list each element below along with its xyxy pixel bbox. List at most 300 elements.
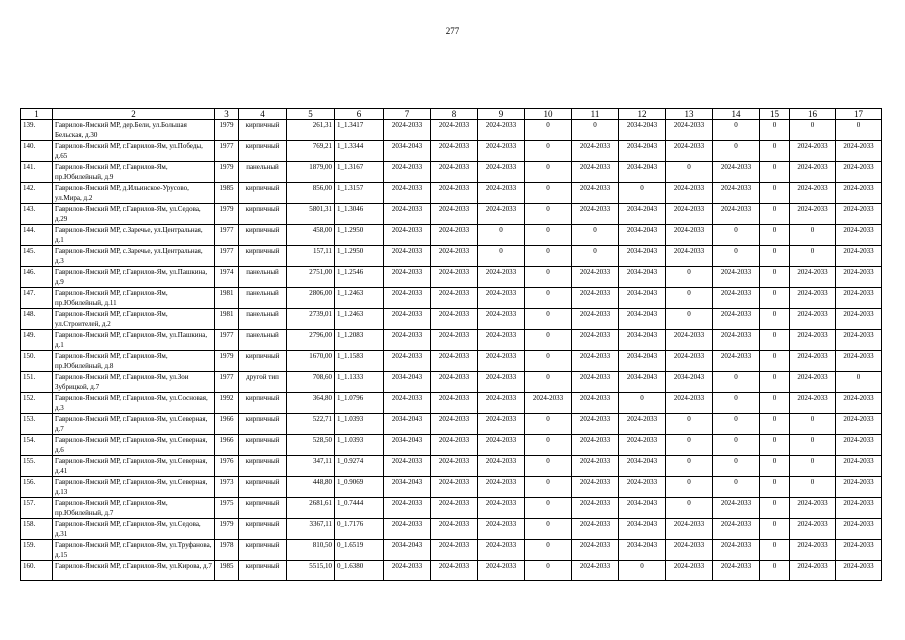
rating-code-cell: 1_1.2950 xyxy=(335,225,384,246)
period-col-13-cell: 0 xyxy=(666,162,713,183)
period-col-9-cell: 0 xyxy=(478,225,525,246)
wall-material-cell: панельный xyxy=(239,162,287,183)
period-col-17-cell: 2024-2033 xyxy=(836,435,882,456)
address-cell: Гаврилов-Ямский МР, г.Гаврилов-Ям, ул.Седова, д.29 xyxy=(53,204,215,225)
period-col-13-cell: 0 xyxy=(666,267,713,288)
period-col-15-cell: 0 xyxy=(760,351,790,372)
period-col-17-cell: 2024-2033 xyxy=(836,330,882,351)
address-cell: Гаврилов-Ямский МР, г.Гаврилов-Ям, ул.Строителей, д.2 xyxy=(53,309,215,330)
table-row xyxy=(21,225,882,246)
row-number-cell: 140. xyxy=(21,141,53,162)
period-col-17-cell: 2024-2033 xyxy=(836,561,882,581)
table-row xyxy=(21,456,882,477)
area-cell: 810,50 xyxy=(287,540,335,561)
wall-material-cell: кирпичный xyxy=(239,351,287,372)
year-built-cell: 1966 xyxy=(215,435,239,456)
wall-material-cell: панельный xyxy=(239,309,287,330)
period-col-13-cell: 2024-2033 xyxy=(666,183,713,204)
wall-material-cell: кирпичный xyxy=(239,456,287,477)
period-col-9-cell: 2024-2033 xyxy=(478,183,525,204)
period-col-10-cell: 0 xyxy=(525,288,572,309)
period-col-7-cell: 2034-2043 xyxy=(384,435,431,456)
period-col-11-cell: 2024-2033 xyxy=(572,309,619,330)
address-cell: Гаврилов-Ямский МР, г.Гаврилов-Ям, ул.Труфанова, д.15 xyxy=(53,540,215,561)
column-number-8: 8 xyxy=(431,109,478,120)
wall-material-cell: кирпичный xyxy=(239,477,287,498)
period-col-10-cell: 0 xyxy=(525,246,572,267)
period-col-14-cell: 0 xyxy=(713,141,760,162)
area-cell: 157,11 xyxy=(287,246,335,267)
period-col-17-cell: 2024-2033 xyxy=(836,267,882,288)
period-col-15-cell: 0 xyxy=(760,498,790,519)
period-col-7-cell: 2024-2033 xyxy=(384,267,431,288)
period-col-7-cell: 2034-2043 xyxy=(384,141,431,162)
rating-code-cell: 1_1.2950 xyxy=(335,246,384,267)
period-col-8-cell: 2024-2033 xyxy=(431,204,478,225)
period-col-15-cell: 0 xyxy=(760,162,790,183)
period-col-15-cell: 0 xyxy=(760,414,790,435)
period-col-11-cell: 2024-2033 xyxy=(572,141,619,162)
period-col-10-cell: 0 xyxy=(525,435,572,456)
wall-material-cell: кирпичный xyxy=(239,519,287,540)
period-col-10-cell: 0 xyxy=(525,183,572,204)
year-built-cell: 1978 xyxy=(215,540,239,561)
wall-material-cell: кирпичный xyxy=(239,435,287,456)
period-col-9-cell: 2024-2033 xyxy=(478,372,525,393)
period-col-16-cell: 2024-2033 xyxy=(790,183,836,204)
period-col-14-cell: 2024-2033 xyxy=(713,519,760,540)
period-col-17-cell: 2024-2033 xyxy=(836,477,882,498)
period-col-7-cell: 2024-2033 xyxy=(384,393,431,414)
area-cell: 856,00 xyxy=(287,183,335,204)
period-col-7-cell: 2024-2033 xyxy=(384,204,431,225)
period-col-8-cell: 2024-2033 xyxy=(431,519,478,540)
period-col-9-cell: 2024-2033 xyxy=(478,519,525,540)
period-col-17-cell: 0 xyxy=(836,372,882,393)
period-col-8-cell: 2024-2033 xyxy=(431,351,478,372)
row-number-cell: 142. xyxy=(21,183,53,204)
period-col-7-cell: 2024-2033 xyxy=(384,225,431,246)
period-col-7-cell: 2024-2033 xyxy=(384,120,431,141)
address-cell: Гаврилов-Ямский МР, г.Гаврилов-Ям, ул.Кирова, д.7 xyxy=(53,561,215,581)
period-col-16-cell: 2024-2033 xyxy=(790,393,836,414)
column-number-2: 2 xyxy=(53,109,215,120)
period-col-15-cell: 0 xyxy=(760,456,790,477)
period-col-14-cell: 2024-2033 xyxy=(713,204,760,225)
period-col-11-cell: 2024-2033 xyxy=(572,267,619,288)
period-col-7-cell: 2024-2033 xyxy=(384,309,431,330)
period-col-12-cell: 2034-2043 xyxy=(619,162,666,183)
period-col-11-cell: 0 xyxy=(572,246,619,267)
column-number-9: 9 xyxy=(478,109,525,120)
table-row xyxy=(21,267,882,288)
period-col-7-cell: 2024-2033 xyxy=(384,498,431,519)
period-col-14-cell: 2024-2033 xyxy=(713,267,760,288)
period-col-7-cell: 2034-2043 xyxy=(384,414,431,435)
year-built-cell: 1985 xyxy=(215,183,239,204)
address-cell: Гаврилов-Ямский МР, г.Гаврилов-Ям, пр.Юбилейный, д.8 xyxy=(53,351,215,372)
period-col-12-cell: 2034-2043 xyxy=(619,498,666,519)
table-row xyxy=(21,288,882,309)
table-body xyxy=(21,120,882,581)
period-col-15-cell: 0 xyxy=(760,435,790,456)
row-number-cell: 147. xyxy=(21,288,53,309)
wall-material-cell: панельный xyxy=(239,288,287,309)
wall-material-cell: другой тип xyxy=(239,372,287,393)
rating-code-cell: 1_1.2546 xyxy=(335,267,384,288)
period-col-14-cell: 0 xyxy=(713,435,760,456)
year-built-cell: 1976 xyxy=(215,456,239,477)
rating-code-cell: 1_1.3167 xyxy=(335,162,384,183)
period-col-13-cell: 0 xyxy=(666,288,713,309)
period-col-16-cell: 2024-2033 xyxy=(790,351,836,372)
column-number-12: 12 xyxy=(619,109,666,120)
row-number-cell: 154. xyxy=(21,435,53,456)
period-col-7-cell: 2034-2043 xyxy=(384,477,431,498)
wall-material-cell: кирпичный xyxy=(239,414,287,435)
period-col-9-cell: 2024-2033 xyxy=(478,162,525,183)
period-col-8-cell: 2024-2033 xyxy=(431,330,478,351)
period-col-16-cell: 2024-2033 xyxy=(790,540,836,561)
year-built-cell: 1974 xyxy=(215,267,239,288)
period-col-14-cell: 2024-2033 xyxy=(713,351,760,372)
period-col-14-cell: 0 xyxy=(713,120,760,141)
period-col-17-cell: 0 xyxy=(836,120,882,141)
period-col-8-cell: 2024-2033 xyxy=(431,288,478,309)
period-col-11-cell: 2024-2033 xyxy=(572,162,619,183)
period-col-13-cell: 0 xyxy=(666,309,713,330)
period-col-10-cell: 0 xyxy=(525,519,572,540)
wall-material-cell: кирпичный xyxy=(239,393,287,414)
period-col-9-cell: 2024-2033 xyxy=(478,393,525,414)
area-cell: 1670,00 xyxy=(287,351,335,372)
period-col-14-cell: 2024-2033 xyxy=(713,498,760,519)
period-col-12-cell: 0 xyxy=(619,183,666,204)
period-col-17-cell: 2024-2033 xyxy=(836,456,882,477)
period-col-9-cell: 2024-2033 xyxy=(478,414,525,435)
rating-code-cell: 0_1.6519 xyxy=(335,540,384,561)
rating-code-cell: 1_1.0393 xyxy=(335,435,384,456)
period-col-14-cell: 0 xyxy=(713,393,760,414)
column-number-4: 4 xyxy=(239,109,287,120)
period-col-16-cell: 0 xyxy=(790,456,836,477)
period-col-13-cell: 2024-2033 xyxy=(666,351,713,372)
period-col-8-cell: 2024-2033 xyxy=(431,498,478,519)
period-col-9-cell: 2024-2033 xyxy=(478,435,525,456)
rating-code-cell: 1_0.9274 xyxy=(335,456,384,477)
row-number-cell: 151. xyxy=(21,372,53,393)
period-col-7-cell: 2024-2033 xyxy=(384,162,431,183)
period-col-11-cell: 0 xyxy=(572,120,619,141)
period-col-12-cell: 2024-2033 xyxy=(619,435,666,456)
period-col-14-cell: 2024-2033 xyxy=(713,540,760,561)
period-col-17-cell: 2024-2033 xyxy=(836,288,882,309)
period-col-11-cell: 2024-2033 xyxy=(572,498,619,519)
period-col-12-cell: 0 xyxy=(619,393,666,414)
year-built-cell: 1977 xyxy=(215,225,239,246)
period-col-16-cell: 2024-2033 xyxy=(790,309,836,330)
year-built-cell: 1977 xyxy=(215,372,239,393)
wall-material-cell: кирпичный xyxy=(239,204,287,225)
period-col-11-cell: 2024-2033 xyxy=(572,414,619,435)
year-built-cell: 1979 xyxy=(215,204,239,225)
table-row xyxy=(21,330,882,351)
period-col-12-cell: 2034-2043 xyxy=(619,309,666,330)
period-col-10-cell: 0 xyxy=(525,351,572,372)
period-col-11-cell: 2024-2033 xyxy=(572,393,619,414)
period-col-13-cell: 2024-2033 xyxy=(666,519,713,540)
area-cell: 522,71 xyxy=(287,414,335,435)
period-col-13-cell: 2024-2033 xyxy=(666,330,713,351)
period-col-7-cell: 2024-2033 xyxy=(384,330,431,351)
period-col-7-cell: 2024-2033 xyxy=(384,351,431,372)
period-col-10-cell: 0 xyxy=(525,267,572,288)
period-col-16-cell: 2024-2033 xyxy=(790,162,836,183)
period-col-9-cell: 2024-2033 xyxy=(478,120,525,141)
period-col-8-cell: 2024-2033 xyxy=(431,393,478,414)
period-col-13-cell: 2024-2033 xyxy=(666,141,713,162)
area-cell: 769,21 xyxy=(287,141,335,162)
period-col-10-cell: 0 xyxy=(525,372,572,393)
housing-register-table xyxy=(20,108,882,581)
row-number-cell: 146. xyxy=(21,267,53,288)
period-col-15-cell: 0 xyxy=(760,540,790,561)
address-cell: Гаврилов-Ямский МР, г.Гаврилов-Ям, ул.Северная, д.6 xyxy=(53,435,215,456)
period-col-9-cell: 2024-2033 xyxy=(478,267,525,288)
wall-material-cell: кирпичный xyxy=(239,498,287,519)
wall-material-cell: панельный xyxy=(239,267,287,288)
period-col-15-cell: 0 xyxy=(760,204,790,225)
column-number-1: 1 xyxy=(21,109,53,120)
year-built-cell: 1977 xyxy=(215,330,239,351)
period-col-10-cell: 2024-2033 xyxy=(525,393,572,414)
period-col-8-cell: 2024-2033 xyxy=(431,414,478,435)
period-col-12-cell: 2034-2043 xyxy=(619,246,666,267)
row-number-cell: 148. xyxy=(21,309,53,330)
period-col-15-cell: 0 xyxy=(760,120,790,141)
area-cell: 2681,61 xyxy=(287,498,335,519)
period-col-10-cell: 0 xyxy=(525,498,572,519)
year-built-cell: 1981 xyxy=(215,309,239,330)
period-col-14-cell: 0 xyxy=(713,456,760,477)
table-row xyxy=(21,519,882,540)
period-col-8-cell: 2024-2033 xyxy=(431,456,478,477)
period-col-16-cell: 2024-2033 xyxy=(790,498,836,519)
period-col-13-cell: 2024-2033 xyxy=(666,540,713,561)
period-col-11-cell: 2024-2033 xyxy=(572,456,619,477)
table-row xyxy=(21,204,882,225)
period-col-15-cell: 0 xyxy=(760,288,790,309)
rating-code-cell: 1_0.7444 xyxy=(335,498,384,519)
period-col-9-cell: 2024-2033 xyxy=(478,561,525,581)
table-row xyxy=(21,120,882,141)
area-cell: 458,00 xyxy=(287,225,335,246)
area-cell: 2806,00 xyxy=(287,288,335,309)
table-row xyxy=(21,435,882,456)
area-cell: 708,60 xyxy=(287,372,335,393)
period-col-11-cell: 2024-2033 xyxy=(572,372,619,393)
period-col-13-cell: 2024-2033 xyxy=(666,393,713,414)
row-number-cell: 150. xyxy=(21,351,53,372)
address-cell: Гаврилов-Ямский МР, г.Гаврилов-Ям, пр.Юбилейный, д.11 xyxy=(53,288,215,309)
period-col-11-cell: 2024-2033 xyxy=(572,540,619,561)
row-number-cell: 145. xyxy=(21,246,53,267)
period-col-9-cell: 2024-2033 xyxy=(478,498,525,519)
year-built-cell: 1975 xyxy=(215,498,239,519)
period-col-14-cell: 2024-2033 xyxy=(713,309,760,330)
period-col-11-cell: 2024-2033 xyxy=(572,288,619,309)
row-number-cell: 160. xyxy=(21,561,53,581)
period-col-15-cell: 0 xyxy=(760,309,790,330)
table-row xyxy=(21,309,882,330)
period-col-17-cell: 2024-2033 xyxy=(836,519,882,540)
period-col-13-cell: 2024-2033 xyxy=(666,246,713,267)
column-number-3: 3 xyxy=(215,109,239,120)
period-col-15-cell: 0 xyxy=(760,183,790,204)
address-cell: Гаврилов-Ямский МР, г.Гаврилов-Ям, ул.Пашкина, д.9 xyxy=(53,267,215,288)
rating-code-cell: 1_1.2083 xyxy=(335,330,384,351)
period-col-11-cell: 2024-2033 xyxy=(572,351,619,372)
period-col-7-cell: 2024-2033 xyxy=(384,519,431,540)
period-col-12-cell: 2034-2043 xyxy=(619,519,666,540)
period-col-8-cell: 2024-2033 xyxy=(431,162,478,183)
address-cell: Гаврилов-Ямский МР, д.Ильинское-Урусово, ул.Мира, д.2 xyxy=(53,183,215,204)
table-row xyxy=(21,372,882,393)
year-built-cell: 1977 xyxy=(215,141,239,162)
table-row xyxy=(21,183,882,204)
period-col-16-cell: 0 xyxy=(790,477,836,498)
period-col-17-cell: 2024-2033 xyxy=(836,351,882,372)
period-col-14-cell: 0 xyxy=(713,477,760,498)
wall-material-cell: кирпичный xyxy=(239,183,287,204)
page-number: 277 xyxy=(445,26,460,36)
year-built-cell: 1979 xyxy=(215,120,239,141)
period-col-10-cell: 0 xyxy=(525,456,572,477)
period-col-14-cell: 2024-2033 xyxy=(713,561,760,581)
row-number-cell: 139. xyxy=(21,120,53,141)
period-col-7-cell: 2024-2033 xyxy=(384,183,431,204)
period-col-10-cell: 0 xyxy=(525,561,572,581)
column-number-row xyxy=(21,109,882,120)
period-col-16-cell: 2024-2033 xyxy=(790,204,836,225)
period-col-12-cell: 2034-2043 xyxy=(619,120,666,141)
period-col-11-cell: 2024-2033 xyxy=(572,477,619,498)
row-number-cell: 152. xyxy=(21,393,53,414)
period-col-14-cell: 0 xyxy=(713,225,760,246)
column-number-6: 6 xyxy=(335,109,384,120)
period-col-12-cell: 2034-2043 xyxy=(619,141,666,162)
table-row xyxy=(21,162,882,183)
period-col-7-cell: 2024-2033 xyxy=(384,561,431,581)
period-col-12-cell: 2034-2043 xyxy=(619,330,666,351)
year-built-cell: 1977 xyxy=(215,246,239,267)
period-col-13-cell: 0 xyxy=(666,498,713,519)
period-col-12-cell: 2034-2043 xyxy=(619,288,666,309)
period-col-14-cell: 2024-2033 xyxy=(713,162,760,183)
period-col-8-cell: 2024-2033 xyxy=(431,225,478,246)
period-col-9-cell: 0 xyxy=(478,246,525,267)
period-col-17-cell: 2024-2033 xyxy=(836,309,882,330)
column-number-11: 11 xyxy=(572,109,619,120)
period-col-12-cell: 2034-2043 xyxy=(619,351,666,372)
year-built-cell: 1981 xyxy=(215,288,239,309)
year-built-cell: 1966 xyxy=(215,414,239,435)
address-cell: Гаврилов-Ямский МР, с.Заречье, ул.Центральная, д.1 xyxy=(53,225,215,246)
row-number-cell: 153. xyxy=(21,414,53,435)
period-col-13-cell: 0 xyxy=(666,414,713,435)
row-number-cell: 141. xyxy=(21,162,53,183)
rating-code-cell: 1_1.0393 xyxy=(335,414,384,435)
year-built-cell: 1985 xyxy=(215,561,239,581)
column-number-10: 10 xyxy=(525,109,572,120)
period-col-11-cell: 2024-2033 xyxy=(572,435,619,456)
period-col-9-cell: 2024-2033 xyxy=(478,204,525,225)
period-col-8-cell: 2024-2033 xyxy=(431,540,478,561)
column-number-15: 15 xyxy=(760,109,790,120)
period-col-10-cell: 0 xyxy=(525,204,572,225)
period-col-9-cell: 2024-2033 xyxy=(478,540,525,561)
period-col-17-cell: 2024-2033 xyxy=(836,183,882,204)
address-cell: Гаврилов-Ямский МР, г.Гаврилов-Ям, ул.Северная, д.13 xyxy=(53,477,215,498)
period-col-10-cell: 0 xyxy=(525,414,572,435)
period-col-12-cell: 2034-2043 xyxy=(619,225,666,246)
period-col-11-cell: 2024-2033 xyxy=(572,183,619,204)
period-col-9-cell: 2024-2033 xyxy=(478,330,525,351)
period-col-8-cell: 2024-2033 xyxy=(431,309,478,330)
wall-material-cell: кирпичный xyxy=(239,225,287,246)
period-col-15-cell: 0 xyxy=(760,519,790,540)
period-col-7-cell: 2024-2033 xyxy=(384,288,431,309)
period-col-16-cell: 2024-2033 xyxy=(790,561,836,581)
period-col-11-cell: 2024-2033 xyxy=(572,204,619,225)
row-number-cell: 149. xyxy=(21,330,53,351)
period-col-17-cell: 2024-2033 xyxy=(836,225,882,246)
area-cell: 1879,00 xyxy=(287,162,335,183)
period-col-10-cell: 0 xyxy=(525,309,572,330)
period-col-9-cell: 2024-2033 xyxy=(478,351,525,372)
period-col-15-cell: 0 xyxy=(760,393,790,414)
address-cell: Гаврилов-Ямский МР, г.Гаврилов-Ям, ул.Пашкина, д.1 xyxy=(53,330,215,351)
area-cell: 5515,10 xyxy=(287,561,335,581)
rating-code-cell: 1_1.3157 xyxy=(335,183,384,204)
period-col-7-cell: 2034-2043 xyxy=(384,540,431,561)
period-col-9-cell: 2024-2033 xyxy=(478,141,525,162)
period-col-8-cell: 2024-2033 xyxy=(431,267,478,288)
wall-material-cell: панельный xyxy=(239,330,287,351)
period-col-8-cell: 2024-2033 xyxy=(431,120,478,141)
period-col-11-cell: 2024-2033 xyxy=(572,330,619,351)
address-cell: Гаврилов-Ямский МР, г.Гаврилов-Ям, ул.Седова, д.31 xyxy=(53,519,215,540)
wall-material-cell: кирпичный xyxy=(239,246,287,267)
period-col-13-cell: 2024-2033 xyxy=(666,225,713,246)
period-col-16-cell: 0 xyxy=(790,120,836,141)
rating-code-cell: 0_1.6380 xyxy=(335,561,384,581)
row-number-cell: 159. xyxy=(21,540,53,561)
period-col-16-cell: 2024-2033 xyxy=(790,267,836,288)
period-col-17-cell: 2024-2033 xyxy=(836,246,882,267)
address-cell: Гаврилов-Ямский МР, дер.Бели, ул.Большая Бельская, д.30 xyxy=(53,120,215,141)
year-built-cell: 1979 xyxy=(215,162,239,183)
period-col-9-cell: 2024-2033 xyxy=(478,288,525,309)
period-col-10-cell: 0 xyxy=(525,162,572,183)
period-col-14-cell: 0 xyxy=(713,414,760,435)
period-col-15-cell: 0 xyxy=(760,330,790,351)
period-col-14-cell: 2024-2033 xyxy=(713,288,760,309)
table-row xyxy=(21,498,882,519)
period-col-10-cell: 0 xyxy=(525,540,572,561)
wall-material-cell: кирпичный xyxy=(239,540,287,561)
period-col-12-cell: 2034-2043 xyxy=(619,267,666,288)
